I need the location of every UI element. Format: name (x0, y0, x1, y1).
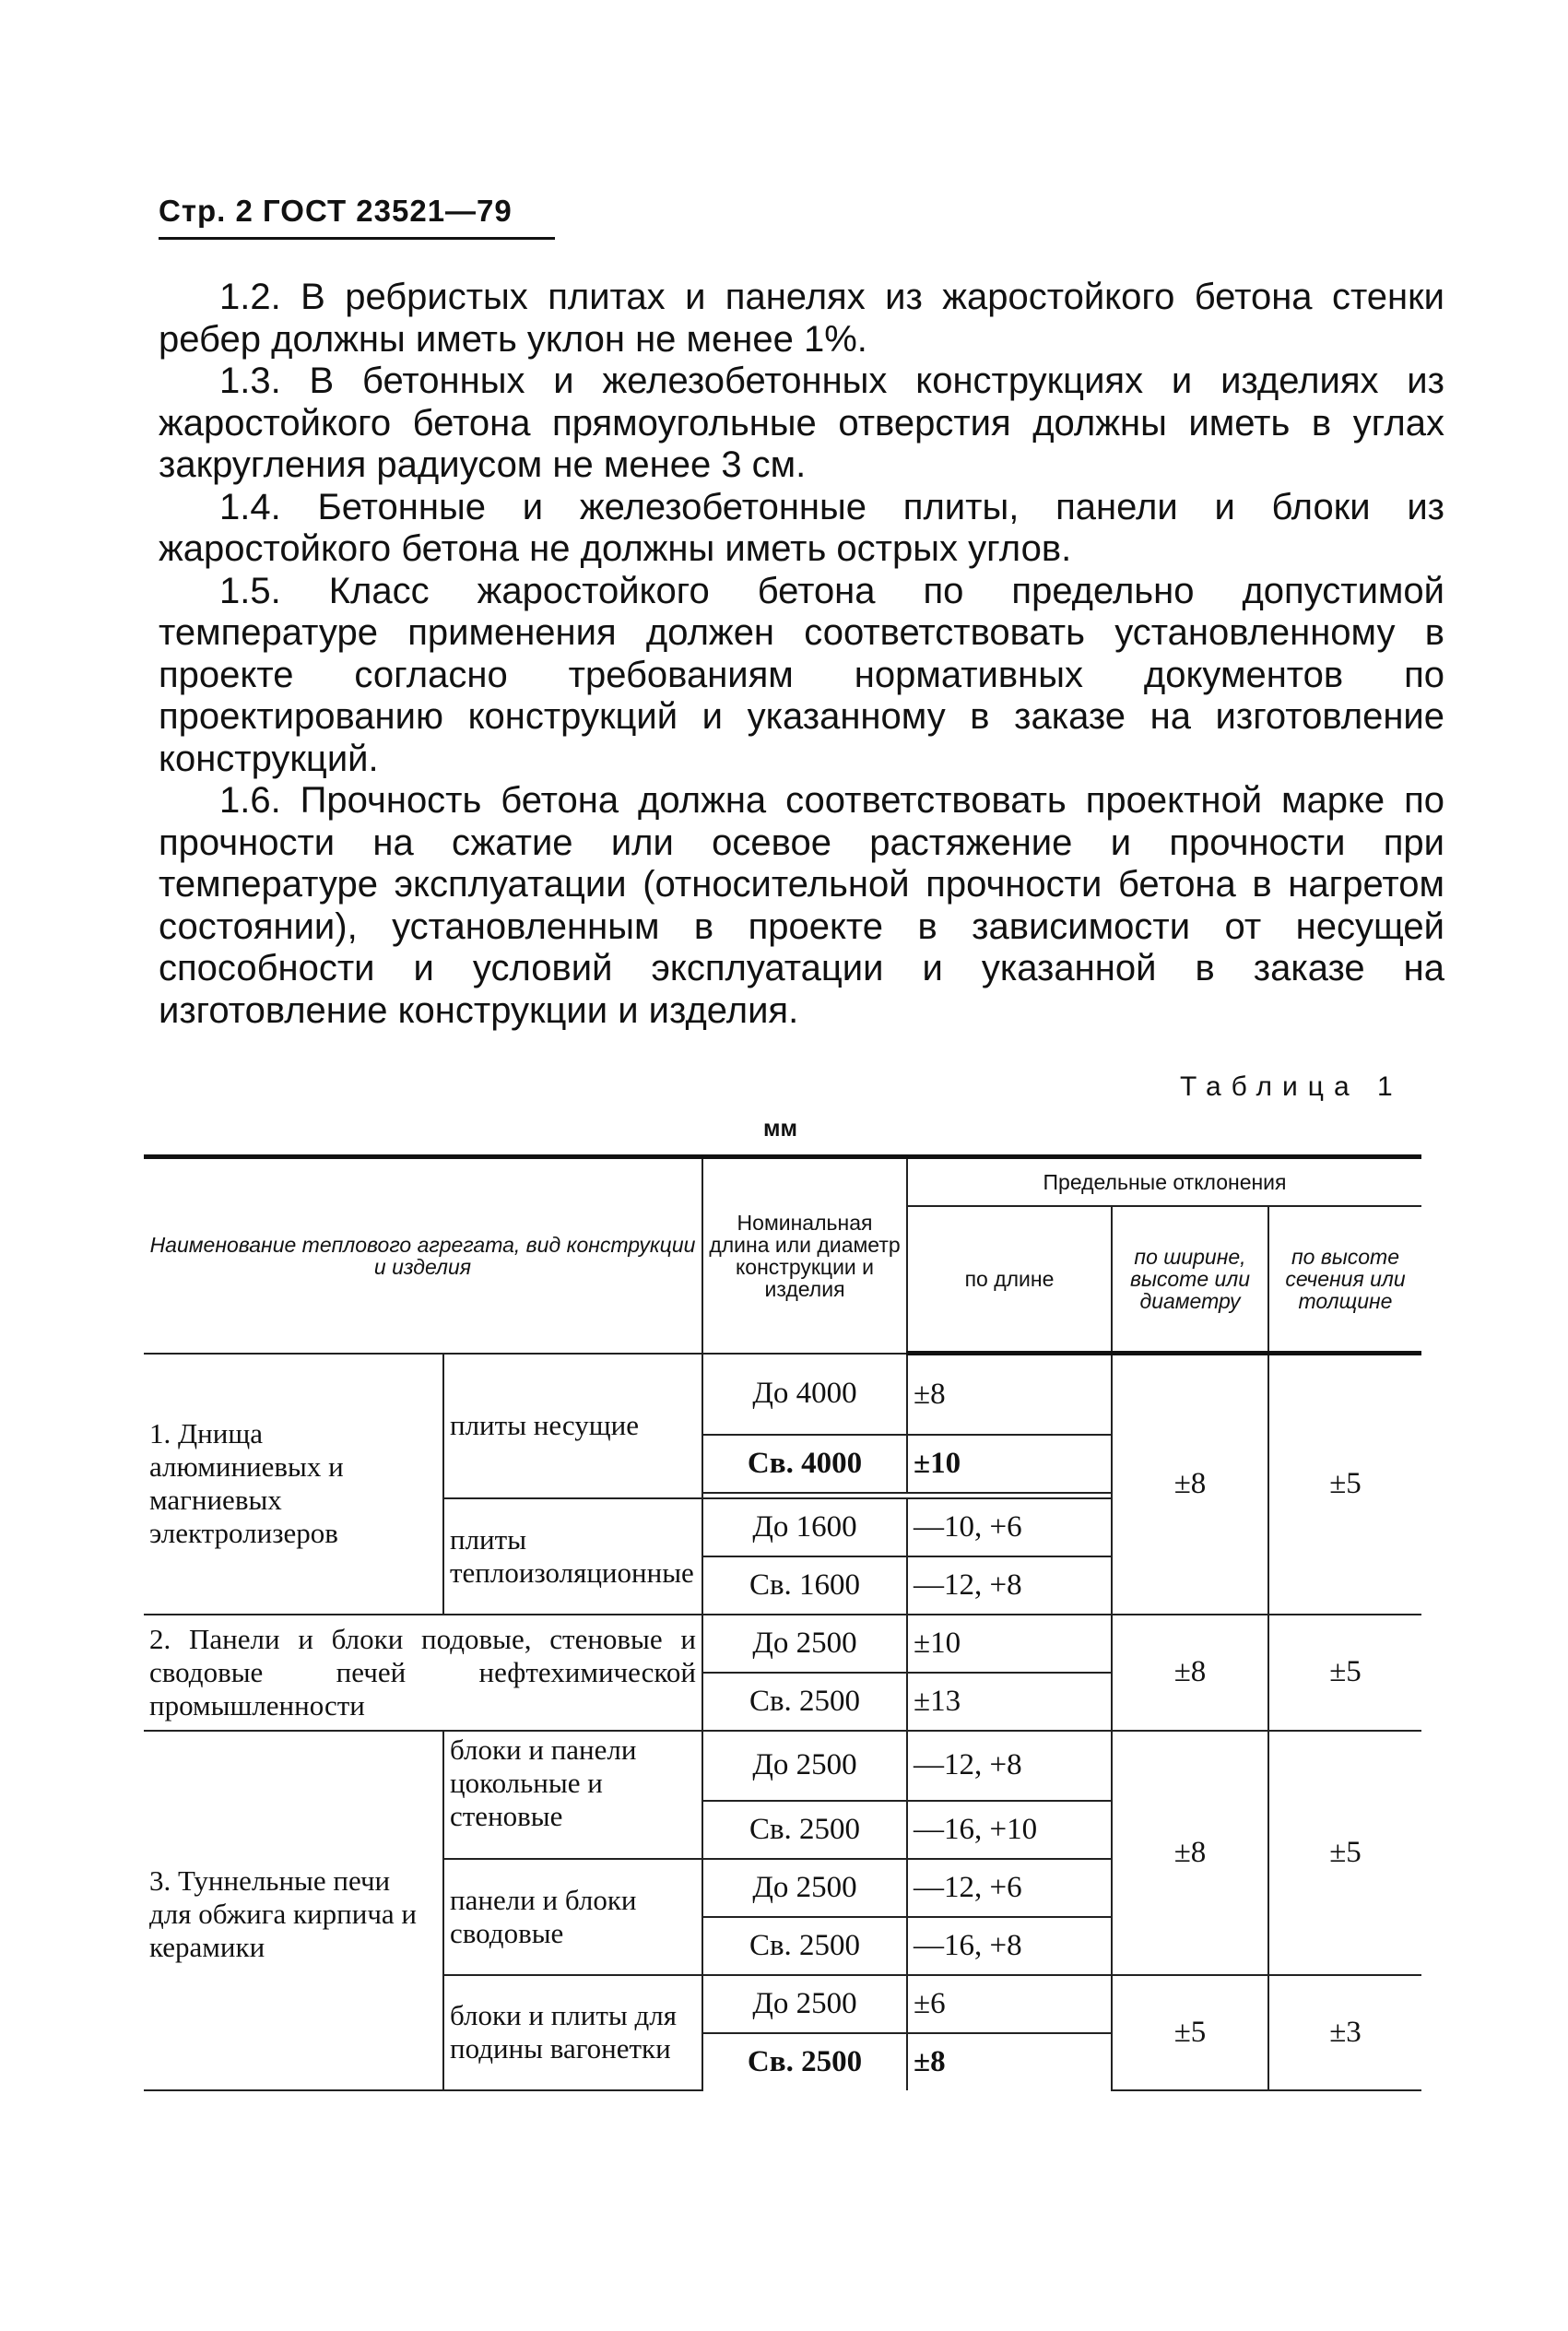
section-1-name: 1. Днища алюминиевых и магниевых электролизеров (144, 1354, 443, 1615)
table-caption: Таблица 1 (1180, 1071, 1403, 1102)
length-tol-cell: ±8 (907, 1354, 1112, 1435)
header-nominal: Номинальная длина или диаметр конструкции и изделия (702, 1157, 907, 1354)
nominal-cell: До 2500 (702, 1975, 907, 2033)
nominal-cell: До 4000 (702, 1354, 907, 1435)
length-tol-cell: ±10 (907, 1435, 1112, 1493)
length-tol-cell: ±8 (907, 2033, 1112, 2090)
header-name: Наименование теплового агрегата, вид конструкции и изделия (144, 1157, 702, 1354)
paragraph-1-6: 1.6. Прочность бетона должна соответствовать проектной марке по прочности на сжатие или осевое растяжение и прочности при температуре эксплуатации (относительной прочности бетона в нагретом состоянии), установленным в проекте в зависимости от несущей способности и условий эксплуатации и указанной в заказе на изготовление конструкции и изделия. (159, 780, 1444, 1031)
nominal-cell: До 2500 (702, 1731, 907, 1801)
length-tol-cell: —12, +8 (907, 1731, 1112, 1801)
tolerance-table (144, 1154, 1421, 2091)
header-deviations: Предельные отклонения (907, 1157, 1421, 1206)
body-text (159, 277, 1444, 1032)
table-unit: мм (763, 1116, 797, 1142)
width-tol-cell: ±8 (1112, 1354, 1268, 1615)
table-header-row (144, 1157, 1421, 1206)
header-by-length: по длине (907, 1206, 1112, 1354)
subgroup-name: плиты несущие (443, 1354, 702, 1498)
length-tol-cell: —16, +8 (907, 1917, 1112, 1975)
width-tol-cell: ±8 (1112, 1731, 1268, 1975)
table-row (144, 1615, 1421, 1673)
length-tol-cell: ±13 (907, 1673, 1112, 1731)
nominal-cell: До 1600 (702, 1498, 907, 1556)
subgroup-name: панели и блоки сводовые (443, 1859, 702, 1975)
height-tol-cell: ±3 (1268, 1975, 1421, 2090)
nominal-cell: Св. 2500 (702, 1673, 907, 1731)
length-tol-cell: ±10 (907, 1615, 1112, 1673)
nominal-cell: До 2500 (702, 1615, 907, 1673)
paragraph-1-5: 1.5. Класс жаростойкого бетона по предельно допустимой температуре применения должен соответствовать установленному в проекте согласно требованиям нормативных документов по проектированию конструкций и указанному в заказе на изготовление конструкций. (159, 570, 1444, 779)
width-tol-cell: ±5 (1112, 1975, 1268, 2090)
height-tol-cell: ±5 (1268, 1731, 1421, 1975)
table-row (144, 1354, 1421, 1435)
nominal-cell: Св. 2500 (702, 1801, 907, 1859)
section-3-name: 3. Туннельные печи для обжига кирпича и керамики (144, 1731, 443, 2090)
subgroup-name: блоки и плиты для подины вагонетки (443, 1975, 702, 2090)
length-tol-cell: —12, +8 (907, 1556, 1112, 1615)
nominal-cell: Св. 4000 (702, 1435, 907, 1493)
length-tol-cell: —10, +6 (907, 1498, 1112, 1556)
width-tol-cell: ±8 (1112, 1615, 1268, 1731)
section-2-name: 2. Панели и блоки подовые, стеновые и сводовые печей нефтехимической промышленности (144, 1615, 702, 1731)
length-tol-cell: ±6 (907, 1975, 1112, 2033)
height-tol-cell: ±5 (1268, 1354, 1421, 1615)
paragraph-1-2: 1.2. В ребристых плитах и панелях из жаростойкого бетона стенки ребер должны иметь уклон не менее 1%. (159, 277, 1444, 360)
nominal-cell: Св. 1600 (702, 1556, 907, 1615)
height-tol-cell: ±5 (1268, 1615, 1421, 1731)
length-tol-cell: —12, +6 (907, 1859, 1112, 1917)
page-header: Стр. 2 ГОСТ 23521—79 (159, 194, 513, 228)
nominal-cell: Св. 2500 (702, 2033, 907, 2090)
paragraph-1-3: 1.3. В бетонных и железобетонных конструкциях и изделиях из жаростойкого бетона прямоугольные отверстия должны иметь в углах закругления радиусом не менее 3 см. (159, 361, 1444, 485)
nominal-cell: До 2500 (702, 1859, 907, 1917)
header-by-width: по ширине, высоте или диаметру (1112, 1206, 1268, 1354)
header-by-height: по высоте сечения или толщине (1268, 1206, 1421, 1354)
length-tol-cell: —16, +10 (907, 1801, 1112, 1859)
subgroup-name: плиты теплоизоляционные (443, 1498, 702, 1615)
paragraph-1-4: 1.4. Бетонные и железобетонные плиты, панели и блоки из жаростойкого бетона не должны иметь острых углов. (159, 486, 1444, 569)
header-rule (159, 237, 555, 240)
subgroup-name: блоки и панели цокольные и стеновые (443, 1731, 702, 1859)
table-row (144, 1731, 1421, 1801)
nominal-cell: Св. 2500 (702, 1917, 907, 1975)
